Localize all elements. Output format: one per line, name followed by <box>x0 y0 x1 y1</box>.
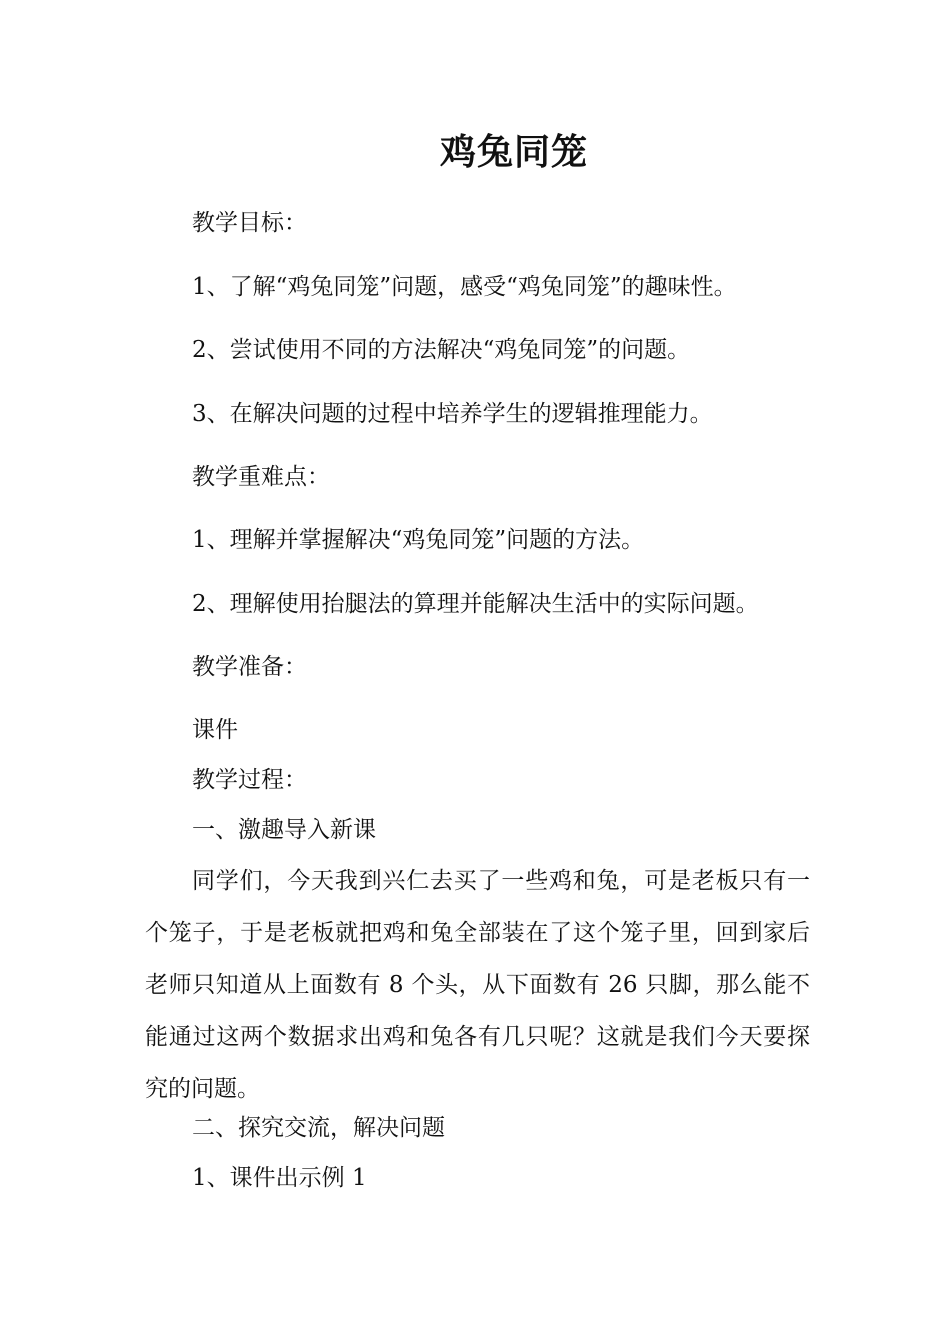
section-2-heading: 二、探究交流，解决问题 <box>192 1115 445 1141</box>
key-point-item-2: 2、理解使用抬腿法的算理并能解决生活中的实际问题。 <box>192 591 759 617</box>
section-1-paragraph: 同学们，今天我到兴仁去买了一些鸡和兔，可是老板只有一个笼子，于是老板就把鸡和兔全部装在了这个笼子里，回到家后老师只知道从上面数有 8 个头，从下面数有 26 只脚，那么能不能通过这两个数据求出鸡和兔各有几只呢？这就是我们今天要探究的问题。 <box>145 868 810 1102</box>
key-point-item-1: 1、理解并掌握解决“鸡兔同笼”问题的方法。 <box>192 527 645 553</box>
goals-heading: 教学目标： <box>192 210 307 236</box>
section-2-item-1: 1、课件出示例 1 <box>192 1165 367 1191</box>
preparation-text: 课件 <box>192 717 238 743</box>
key-points-heading: 教学重难点： <box>192 464 330 490</box>
preparation-heading: 教学准备： <box>192 654 307 680</box>
goal-item-3: 3、在解决问题的过程中培养学生的逻辑推理能力。 <box>192 401 713 427</box>
section-1-heading: 一、激趣导入新课 <box>192 817 376 843</box>
goal-item-2: 2、尝试使用不同的方法解决“鸡兔同笼”的问题。 <box>192 337 691 363</box>
document-title: 鸡兔同笼 <box>439 131 588 173</box>
goal-item-1: 1、了解“鸡兔同笼”问题，感受“鸡兔同笼”的趣味性。 <box>192 274 737 300</box>
process-heading: 教学过程： <box>192 767 307 793</box>
